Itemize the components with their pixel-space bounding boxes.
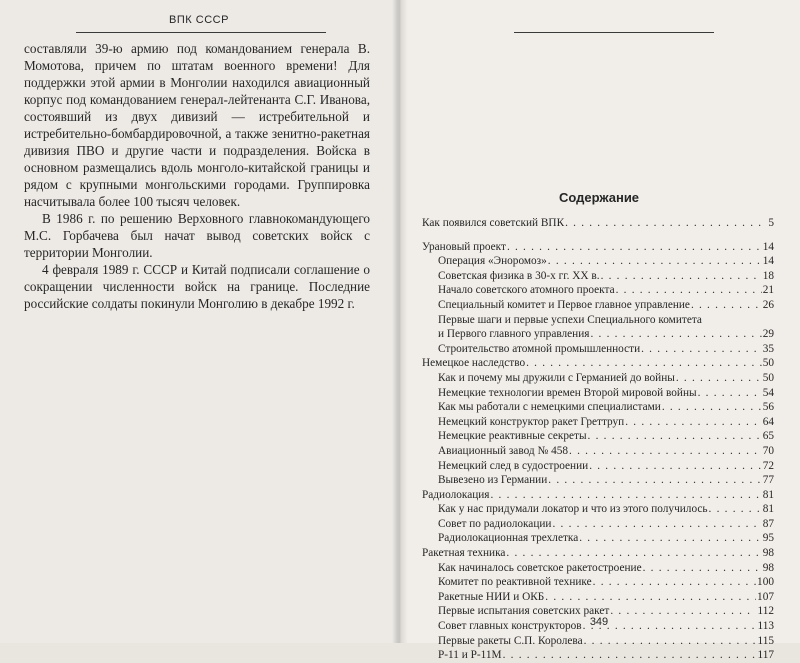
toc-entry: Как появился советский ВПК . . . 5	[422, 216, 774, 231]
toc-title: Содержание	[558, 190, 640, 205]
paragraph-1: составляли 39-ю армию под командованием генерала В. Момотова, причем по штатам военного времени! Для поддержки этой армии в Монголии находился авиационный корпус под командованием генерал-лейтенанта С.Г. Иванова, состоявший из двух дивизий — истребительной и истребительно-бомбардировочной, а также зенитно-ракетная дивизия ПВО и другие части и подразделения. Войска в основном размещались вдоль монголо-китайской границы и рядом с крупными монгольскими городами. Группировка насчитывала более 100 тысяч человек.	[24, 41, 370, 209]
toc-entry: Радиолокационная трехлетка . . . 95	[422, 531, 774, 546]
toc-entry: Первые ракеты С.П. Королева . . . 115	[422, 634, 774, 649]
toc-entry: Ракетные НИИ и ОКБ . . . 107	[422, 590, 774, 605]
right-page	[398, 0, 800, 662]
toc-entry: Р-11 и Р-11М . . . 117	[422, 648, 774, 663]
toc-entry: Как у нас придумали локатор и что из этого получилось . . . 81	[422, 502, 774, 517]
running-head: ВПК СССР	[169, 14, 229, 26]
toc-entry: Как и почему мы дружили с Германией до войны . . . 50	[422, 371, 774, 386]
toc-entry: Немецкое наследство . . . 50	[422, 356, 774, 371]
toc-entry: Начало советского атомного проекта . . . 21	[422, 283, 774, 298]
toc-entry: Урановый проект . . . 14	[422, 240, 774, 255]
paragraph-3: 4 февраля 1989 г. СССР и Китай подписали соглашение о сокращении численности войск на границе. Последние российские солдаты покинули Монголию в декабре 1992 г.	[24, 262, 370, 311]
toc-entry: Первые шаги и первые успехи Специального комитета и Первого главного управления . . . 29	[422, 313, 774, 342]
toc-entry: Авиационный завод № 458 . . . 70	[422, 444, 774, 459]
toc-entry: Вывезено из Германии . . . 77	[422, 473, 774, 488]
page-number: 349	[589, 616, 609, 628]
header-rule	[76, 32, 326, 33]
toc-entry: Радиолокация . . . 81	[422, 488, 774, 503]
toc-entry: Совет по радиолокации . . . 87	[422, 517, 774, 532]
toc-entry: Комитет по реактивной технике . . . 100	[422, 575, 774, 590]
toc-entry: Как начиналось советское ракетостроение . . . 98	[422, 561, 774, 576]
toc-entry: Как мы работали с немецкими специалистами . . . 56	[422, 400, 774, 415]
toc-entry: Немецкие технологии времен Второй мировой войны . . . 54	[422, 386, 774, 401]
toc-entry: Специальный комитет и Первое главное управление . . . 26	[422, 298, 774, 313]
toc-entry: Первые испытания советских ракет . . . 112	[422, 604, 774, 619]
toc-entry: Строительство атомной промышленности . . . 35	[422, 342, 774, 357]
toc-entry: Немецкий конструктор ракет Греттруп . . . 64	[422, 415, 774, 430]
toc-entry: Немецкий след в судостроении . . . 72	[422, 459, 774, 474]
toc-entry: Советская физика в 30-х гг. XX в. . . . 18	[422, 269, 774, 284]
toc-entry: Совет главных конструкторов . . . 113	[422, 619, 774, 634]
paragraph-2: В 1986 г. по решению Верховного главнокомандующего М.С. Горбачева был начат вывод советских войск с территории Монголии.	[24, 211, 370, 260]
toc-entry: Немецкие реактивные секреты . . . 65	[422, 429, 774, 444]
left-page	[0, 0, 398, 643]
body-text	[24, 40, 370, 312]
header-rule	[514, 32, 714, 33]
toc-entry: Ракетная техника . . . 98	[422, 546, 774, 561]
toc-entry: Операция «Эноромоз» . . . 14	[422, 254, 774, 269]
table-of-contents	[422, 216, 774, 663]
